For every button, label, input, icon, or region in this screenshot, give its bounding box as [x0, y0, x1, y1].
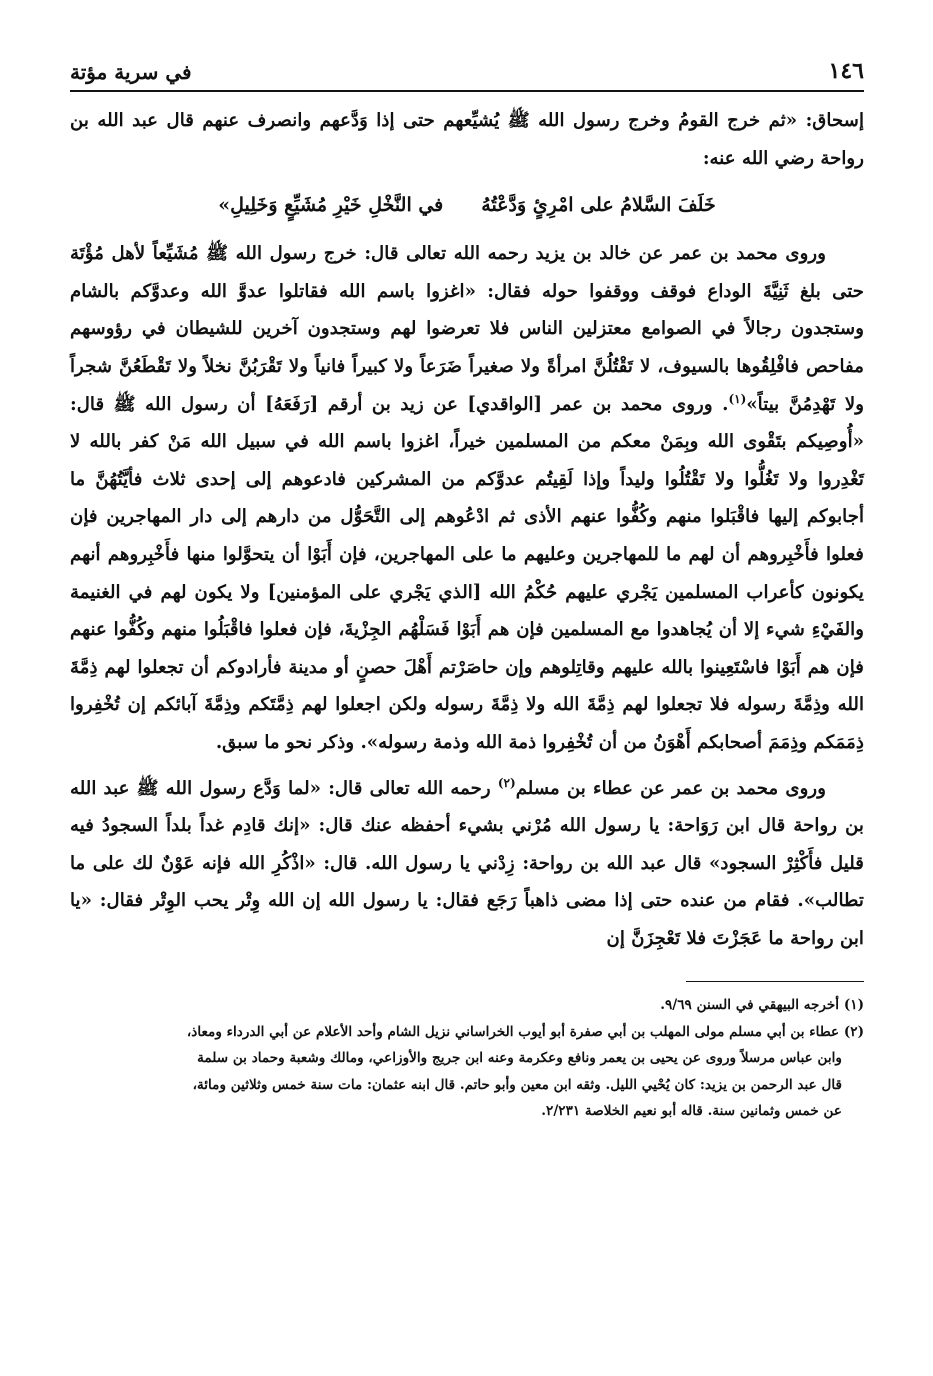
footnote-ref-1[interactable]: (١): [728, 391, 747, 406]
verse-first-hemistich: خَلَفَ السَّلامُ على امْرِئٍ وَدَّعْتُهُ: [481, 194, 716, 217]
paragraph-2-part-a: وروى محمد بن عمر عن خالد بن يزيد رحمه الله تعالى قال: خرج رسول الله ﷺ مُشَيِّعاً لأهل مُؤْتَة حتى بلغ ثَنِيَّةَ الوداع فوقف ووقفوا حوله فقال: «اغزوا باسم الله فقاتلوا عدوَّ الله وعدوَّكم بالشام وستجدون رجالاً في الصوامع معتزلين الناس فلا تعرضوا لهم وستجدون آخرين للشيطان في رؤوسهم مفاحص فافْلِقُوها بالسيوف، لا تَقْتُلُنَّ امرأةً ولا صغيراً ضَرَعاً ولا كبيراً فانياً ولا تَقْرَبُنَّ نخلاً ولا تَقْطَعُنَّ شجراً ولا تَهْدِمُنَّ بيتاً»: [70, 243, 864, 415]
paragraph-1: إسحاق: «ثم خرج القومُ وخرج رسول الله ﷺ يُشيِّعهم حتى إذا وَدَّعهم وانصرف عنهم قال عبد الله بن رواحة رضي الله عنه:: [70, 110, 864, 169]
paragraph-3-part-a: وروى محمد بن عمر عن عطاء بن مسلم: [515, 777, 826, 799]
paragraph-2: [70, 235, 864, 761]
running-title: في سرية مؤتة: [70, 60, 192, 84]
poem-verse: [70, 183, 864, 227]
running-header: [70, 40, 864, 84]
book-page: [70, 40, 864, 1330]
footnote-2-line-2: وابن عباس مرسلاً وروى عن يحيى بن يعمر ونافع وعكرمة وعنه ابن جريج والأوزاعي، ومالك وشعبة وحماد بن سلمة: [197, 1050, 842, 1067]
main-text: [70, 102, 864, 957]
paragraph-2-part-b: . وروى محمد بن عمر [الواقدي] عن زيد بن أرقم [رَفَعَهُ] أن رسول الله ﷺ قال: «أُوصِيكم بتَقْوى الله وبِمَنْ معكم من المسلمين خيراً، اغزوا باسم الله في سبيل الله مَنْ كفر بالله لا تَغْدِروا ولا تَغُلُّوا ولا تَقْتُلُوا وليداً وإذا لَقِيتُم عدوَّكم من المشركين فادعوهم إلى إحدى ثلاث فأيَّتُهُنَّ ما أجابوكم إليها فاقْبَلوا منهم وكُفُّوا عنهم الأذى ثم ادْعُوهم إلى التَّحَوُّل من دارهم إلى دار المهاجرين فإن فعلوا فأَخْبِروهم أن لهم ما للمهاجرين وعليهم ما على المهاجرين، فإن أَبَوْا أن يتحوَّلوا منها فأَخْبِروهم أنهم يكونون كأعراب المسلمين يَجْري عليهم حُكْمُ الله [الذي يَجْري على المؤمنين] ولا يكون لهم في الغنيمة والفَيْءِ شيء إلا أن يُجاهدوا مع المسلمين فإن هم أَبَوْا فَسَلْهُم الجِزْيةَ، فإن فعلوا فاقْبَلُوا منهم وكُفُّوا عنهم فإن هم أَبَوْا فاسْتَعِينوا بالله عليهم وقاتِلوهم وإن حاصَرْتم أَهْلَ حصنٍ أو مدينة فأرادوكم أن تجعلوا لهم ذِمَّةَ الله وذِمَّةَ رسوله فلا تجعلوا لهم ذِمَّةَ الله ولا ذِمَّةَ رسوله ولكن اجعلوا لهم ذِمَّتَكم وذِمَّةَ آبائكم إن تُخْفِروا ذِمَمَكم وذِمَمَ أصحابكم أَهْوَنُ من أن تُخْفِروا ذمة الله وذمة رسوله». وذكر نحو ما سبق.: [70, 393, 864, 753]
footnote-1: (١) أخرجه البيهقي في السنن ٩/٦٩.: [660, 997, 864, 1014]
paragraph-3: [70, 770, 864, 958]
footnote-ref-2[interactable]: (٢): [497, 775, 516, 790]
paragraph-3-part-b: رحمه الله تعالى قال: «لما وَدَّع رسول الله ﷺ عبد الله بن رواحة قال ابن رَوَاحة: يا رسول الله مُرْني بشيء أحفظه عنك قال: «إنك قادِم غداً بلداً السجودُ فيه قليل فأَكْثِرْ السجود» قال عبد الله بن رواحة: زِدْني يا رسول الله. قال: «اذْكُرِ الله فإنه عَوْنٌ لك على ما تطالب». فقام من عنده حتى إذا مضى ذاهباً رَجَع فقال: يا رسول الله إن الله وِتْر يحب الوِتْر فقال: «يا ابن رواحة ما عَجَزْتَ فلا تَعْجِزَنَّ إن: [70, 777, 864, 949]
footnote-2-line-3: قال عبد الرحمن بن يزيد: كان يُحْيي الليل. وثقه ابن معين وأبو حاتم. قال ابنه عثمان: مات سنة خمس وثلاثين ومائة،: [192, 1076, 842, 1093]
header-rule: [70, 90, 864, 92]
footnote-2-line-1: (٢) عطاء بن أبي مسلم مولى المهلب بن أبي صفرة أبو أيوب الخراساني نزيل الشام وأحد الأعلام عن أبي الدرداء ومعاذ،: [186, 1023, 864, 1040]
footnote-2-line-4: عن خمس وثمانين سنة. قاله أبو نعيم الخلاصة ٢/٢٣١.: [541, 1103, 842, 1120]
verse-second-hemistich: في النَّخْلِ خَيْرِ مُشَيِّعٍ وَخَلِيلِ»: [218, 194, 444, 217]
footnotes: [70, 992, 864, 1125]
footnote-rule: [686, 981, 864, 982]
page-number: ١٤٦: [828, 58, 864, 84]
